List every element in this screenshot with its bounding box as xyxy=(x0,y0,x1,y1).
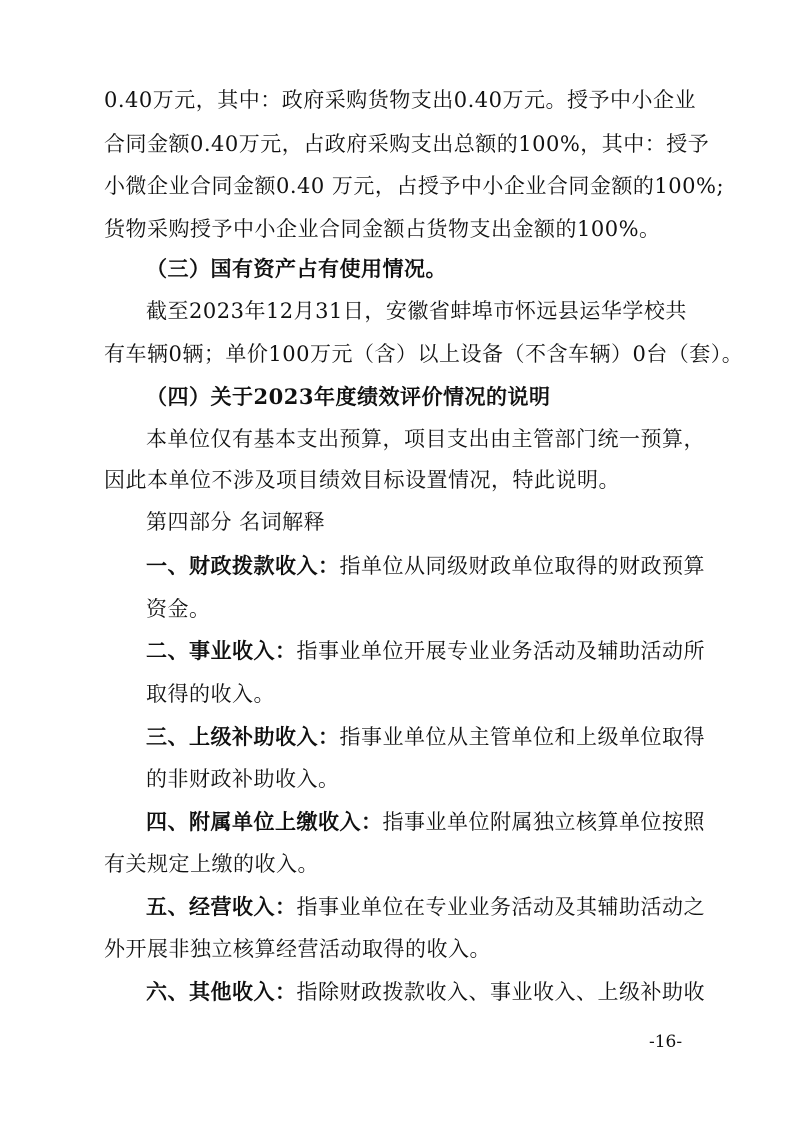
page-number: -16- xyxy=(649,1032,683,1052)
term-line-1 xyxy=(146,893,705,921)
term-definition: 指事业单位从主管单位和上级单位取得 xyxy=(339,725,705,749)
term-definition: 指事业单位附属独立核算单位按照 xyxy=(382,810,705,834)
term-label: 六、其他收入： xyxy=(146,979,297,1004)
term-definition-continued: 取得的收入。 xyxy=(146,682,275,706)
term-line-1 xyxy=(146,723,705,751)
term-line-1 xyxy=(146,808,705,836)
term-label: 二、事业收入： xyxy=(146,638,297,663)
part-four-title: 第四部分 名词解释 xyxy=(146,510,326,534)
term-line-1 xyxy=(146,978,705,1006)
term-definition: 指除财政拨款收入、事业收入、上级补助收 xyxy=(296,980,705,1004)
term-definition: 指事业单位在专业业务活动及其辅助活动之 xyxy=(296,895,705,919)
term-label: 一、财政拨款收入： xyxy=(146,553,340,578)
performance-line-1: 本单位仅有基本支出预算，项目支出由主管部门统一预算， xyxy=(146,427,705,451)
term-definition-continued: 外开展非独立核算经营活动取得的收入。 xyxy=(104,937,491,961)
procurement-line-2: 合同金额0.40万元，占政府采购支出总额的100%，其中：授予 xyxy=(104,132,710,156)
term-label: 四、附属单位上缴收入： xyxy=(146,809,383,834)
term-line-1 xyxy=(146,637,705,665)
procurement-line-3: 小微企业合同金额0.40 万元，占授予中小企业合同金额的100%; xyxy=(104,174,725,198)
assets-line-2: 有车辆0辆；单价100万元（含）以上设备（不含车辆）0台（套）。 xyxy=(104,342,744,366)
term-definition: 指事业单位开展专业业务活动及辅助活动所 xyxy=(296,639,705,663)
performance-line-2: 因此本单位不涉及项目绩效目标设置情况，特此说明。 xyxy=(104,468,620,492)
term-label: 三、上级补助收入： xyxy=(146,724,340,749)
term-definition-continued: 的非财政补助收入。 xyxy=(146,767,340,791)
term-definition-continued: 有关规定上缴的收入。 xyxy=(104,852,319,876)
procurement-line-4: 货物采购授予中小企业合同金额占货物支出金额的100%。 xyxy=(104,217,661,241)
assets-heading: （三）国有资产占有使用情况。 xyxy=(146,256,447,281)
term-line-1 xyxy=(146,552,705,580)
term-label: 五、经营收入： xyxy=(146,894,297,919)
assets-line-1: 截至2023年12月31日，安徽省蚌埠市怀远县运华学校共 xyxy=(146,299,687,323)
performance-heading: （四）关于2023年度绩效评价情况的说明 xyxy=(146,384,551,409)
term-definition-continued: 资金。 xyxy=(146,597,211,621)
procurement-line-1: 0.40万元，其中：政府采购货物支出0.40万元。授予中小企业 xyxy=(104,88,697,112)
term-definition: 指单位从同级财政单位取得的财政预算 xyxy=(339,554,705,578)
